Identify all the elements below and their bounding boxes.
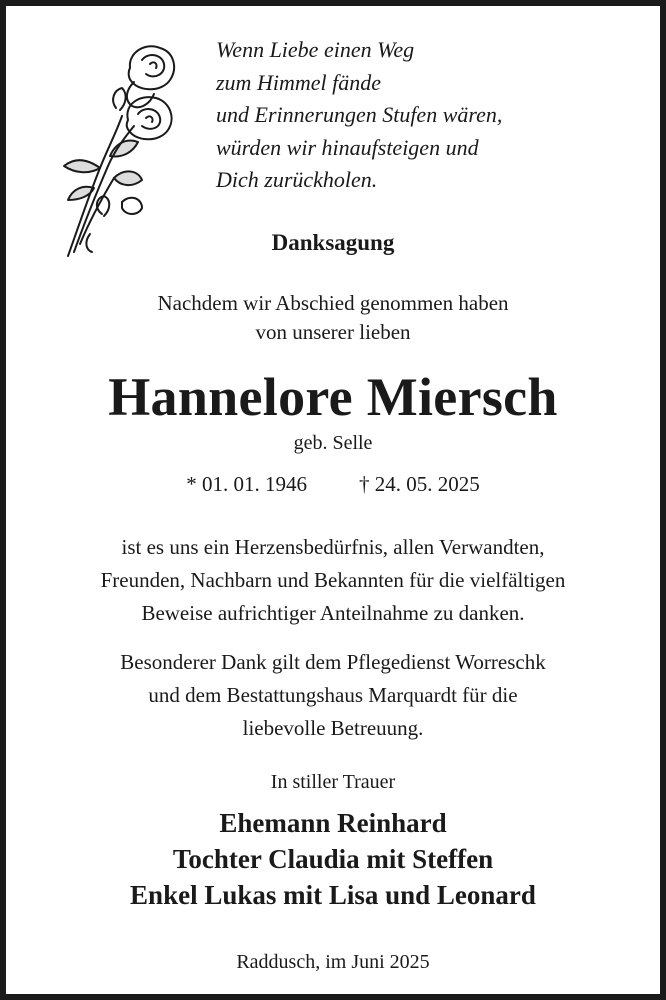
family-list (6, 805, 660, 913)
thanks-paragraph (6, 531, 660, 630)
special-thanks-line: Besonderer Dank gilt dem Pflegedienst Worreschk (120, 650, 546, 674)
poem-line: Dich zurückholen. (216, 167, 378, 192)
thanks-line: ist es uns ein Herzensbedürfnis, allen Verwandten, (121, 535, 545, 559)
place-date: Raddusch, im Juni 2025 (236, 951, 430, 973)
life-dates (6, 472, 660, 497)
roses-icon (50, 38, 180, 260)
birth-date: * 01. 01. 1946 (186, 472, 307, 496)
special-thanks-paragraph (6, 646, 660, 745)
lead-line: von unserer lieben (255, 319, 411, 344)
thanks-line: Freunden, Nachbarn und Bekannten für die vielfältigen (100, 568, 566, 592)
special-thanks-line: und dem Bestattungshaus Marquardt für die (148, 683, 518, 707)
lead-line: Nachdem wir Abschied genommen haben (157, 291, 509, 315)
poem-line: zum Himmel fände (216, 69, 381, 95)
maiden-name: geb. Selle (293, 432, 373, 454)
poem-line: Wenn Liebe einen Weg (216, 37, 415, 62)
family-member: Enkel Lukas mit Lisa und Leonard (130, 880, 536, 910)
lead-text (6, 289, 660, 346)
death-date: † 24. 05. 2025 (359, 472, 480, 496)
special-thanks-line: liebevolle Betreuung. (242, 716, 424, 740)
poem (216, 34, 636, 197)
family-member: Tochter Claudia mit Steffen (172, 844, 494, 874)
poem-line: würden wir hinaufsteigen und (216, 134, 479, 160)
thanks-line: Beweise aufrichtiger Anteilnahme zu danken. (141, 601, 525, 625)
mourning-label: In stiller Trauer (270, 771, 396, 793)
family-member: Ehemann Reinhard (219, 808, 447, 838)
deceased-name: Hannelore Miersch (108, 367, 558, 427)
heading: Danksagung (271, 230, 395, 255)
poem-line: und Erinnerungen Stufen wären, (216, 102, 503, 127)
